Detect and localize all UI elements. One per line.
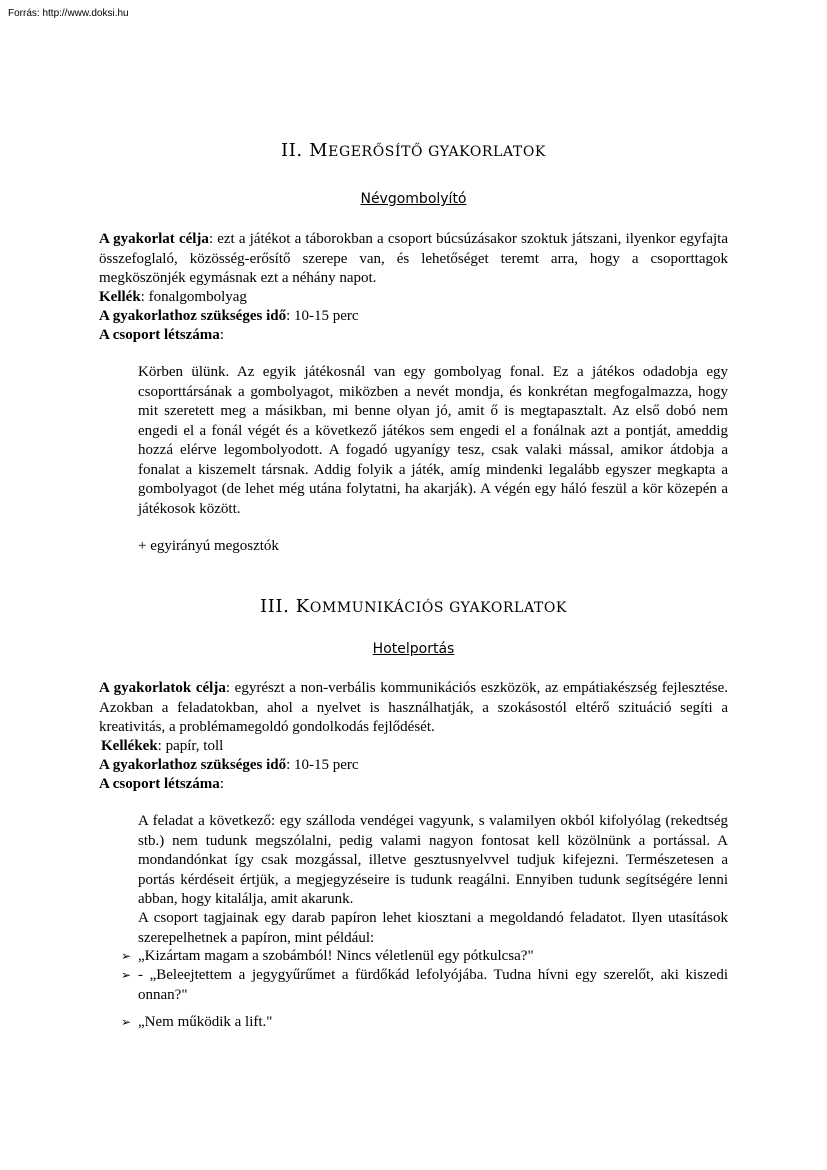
exercise-title-hotelportas: Hotelportás <box>372 641 455 657</box>
section-3-goal: A gyakorlatok célja: egyrészt a non-verbális kommunikációs eszközök, az empátiakészség fejlesztése. Azokban a feladatokban, ahol a nyelvet is használhatják, a szokásostól eltérő szituáció segíti a kreativitás, a problémamegoldó gondolkodás fejlődését. <box>99 680 728 735</box>
section-3-description-1: A feladat a következő: egy szálloda vendégei vagyunk, s valamilyen okból kifolyólag (rekedtség stb.) nem tudunk megszólalni, pedig valami nagyon fontosat kell közölnünk a portással. A mondandónkat így csak mozgással, illetve gesztusnyelvvel tudjuk kifejezni. Természetesen a portás kérdéseit értjük, a megjegyzéseire is tudunk reagálni. Ennyiben tudunk segítségére lenni abban, hogy kitalálja, amit akarunk. <box>138 813 728 907</box>
section-2-time: A gyakorlathoz szükséges idő: 10-15 perc <box>99 308 359 324</box>
section-3-time: A gyakorlathoz szükséges idő: 10-15 perc <box>99 757 359 773</box>
bullet-item: ➢ „Nem működik a lift." <box>121 1013 728 1033</box>
section-2-title: II. MEGERŐSÍTŐ GYAKORLATOK <box>281 140 546 161</box>
section-3-title: III. KOMMUNIKÁCIÓS GYAKORLATOK <box>260 596 567 617</box>
section-2-group-size: A csoport létszáma: <box>99 327 224 343</box>
section-2-props: Kellék: fonalgombolyag <box>99 289 247 305</box>
section-3-description-2: A csoport tagjainak egy darab papíron lehet kiosztani a megoldandó feladatot. Ilyen utasítások szerepelhetnek a papíron, mint például: <box>138 910 728 946</box>
arrow-bullet-icon: ➢ <box>121 1015 132 1029</box>
source-attribution: Forrás: http://www.doksi.hu <box>8 8 129 19</box>
section-3-group-size: A csoport létszáma: <box>99 776 224 792</box>
arrow-bullet-icon: ➢ <box>121 949 132 963</box>
bullet-item: ➢ - „Beleejtettem a jegygyűrűmet a fürdőkád lefolyójába. Tudna hívni egy szerelőt, aki kiszedi onnan?" <box>121 967 728 1003</box>
section-2-goal: A gyakorlat célja: ezt a játékot a táborokban a csoport búcsúzásakor szoktuk játszani, ilyenkor egyfajta összefoglaló, közösség-erősítő szerepe van, és lehetőséget teremt arra, hogy a csoporttagok megköszönjék egymásnak ezt a néhány napot. <box>99 231 728 286</box>
section-3-props: Kellékek: papír, toll <box>101 738 224 754</box>
section-2-note: + egyirányú megosztók <box>138 538 279 554</box>
exercise-title-nevgombolyito: Névgombolyító <box>360 191 467 207</box>
arrow-bullet-icon: ➢ <box>121 968 132 982</box>
bullet-item: ➢ „Kizártam magam a szobámból! Nincs véletlenül egy pótkulcsa?" <box>121 947 728 967</box>
section-2-description: Körben ülünk. Az egyik játékosnál van egy gombolyag fonal. Ez a játékos odadobja egy csoporttársának a gombolyagot, miközben a nevét mondja, és konkrétan megfogalmazza, hogy mit szeretett meg a másikban, mi benne olyan jó, amit ő is megtapasztalt. Az első dobó nem engedi el a fonál végét és a következő játékos sem engedi el a fonálnak azt a pontját, ameddig hozzá elérve legombolyodott. A fogadó ugyanígy tesz, csak valaki mással, amikor átdobja a fonalat a kiszemelt társnak. Addig folyik a játék, amíg mindenki legalább egyszer megkapta a gombolyagot (de lehet még utána folytatni, ha akarják). A végén egy háló feszül a kör közepén a játékosok között. <box>138 364 728 517</box>
